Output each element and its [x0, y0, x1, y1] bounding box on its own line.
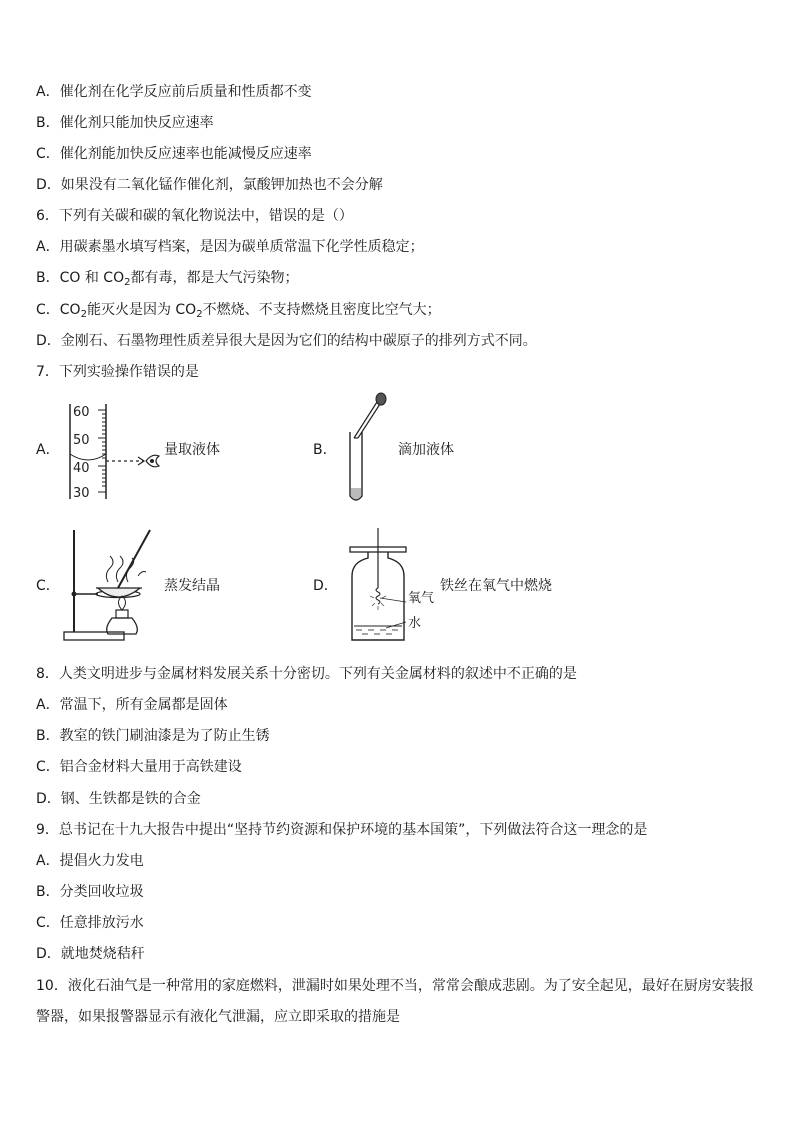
- q9-option-a: A．提倡火力发电: [36, 853, 144, 869]
- q7-option-d-letter: D．: [313, 578, 338, 594]
- test-tube-icon: [350, 432, 362, 500]
- eye-icon: [146, 455, 159, 467]
- cylinder-tick-40: 40: [73, 461, 90, 476]
- steam-icon: [106, 556, 146, 582]
- q5-option-c: C．催化剂能加快反应速率也能减慢反应速率: [36, 146, 312, 162]
- q7-option-b-label: 滴加液体: [398, 442, 454, 458]
- graduated-cylinder-figure: [60, 404, 160, 504]
- q5-option-d: D．如果没有二氧化锰作催化剂，氯酸钾加热也不会分解: [36, 177, 383, 193]
- q8-option-d: D．钢、生铁都是铁的合金: [36, 791, 201, 807]
- q10-stem: 10．液化石油气是一种常用的家庭燃料，泄漏时如果处理不当，常常会酿成悲剧。为了安全起见，最好在厨房安装报警器，如果报警器显示有液化气泄漏，应立即采取的措施是: [36, 978, 754, 1025]
- cylinder-tick-30: 30: [73, 486, 90, 501]
- q7-option-d-label: 铁丝在氧气中燃烧: [440, 578, 552, 594]
- q5-option-a: A．催化剂在化学反应前后质量和性质都不变: [36, 84, 312, 100]
- q7-option-a-letter: A．: [36, 442, 60, 458]
- q6-option-a: A．用碳素墨水填写档案，是因为碳单质常温下化学性质稳定；: [36, 239, 424, 255]
- q8-option-b: B．教室的铁门刷油漆是为了防止生锈: [36, 728, 270, 744]
- q5-option-b: B．催化剂只能加快反应速率: [36, 115, 214, 131]
- q6-option-c: C．$CO_2$能灭火是因为 $CO_2$不燃烧、不支持燃烧且密度比空气大；: [36, 302, 441, 320]
- q7-option-a-label: 量取液体: [164, 442, 220, 458]
- evaporation-apparatus-figure: [60, 526, 160, 644]
- q6-option-b: B．CO 和 $CO_2$都有毒，都是大气污染物；: [36, 270, 299, 288]
- q7-option-c-label: 蒸发结晶: [164, 578, 220, 594]
- iron-wire-icon: [370, 528, 386, 610]
- q7-option-c-letter: C．: [36, 578, 60, 594]
- cylinder-tick-60: 60: [73, 405, 90, 420]
- q9-option-b: B．分类回收垃圾: [36, 884, 144, 900]
- q8-option-a: A．常温下，所有金属都是固体: [36, 697, 228, 713]
- dropper-icon: [354, 393, 386, 438]
- q8-option-c: C．铝合金材料大量用于高铁建设: [36, 759, 242, 775]
- q7-option-d-gas-label: 氧气: [408, 591, 435, 606]
- q6-option-d: D．金刚石、石墨物理性质差异很大是因为它们的结构中碳原子的排列方式不同。: [36, 333, 537, 349]
- cylinder-tick-50: 50: [73, 433, 90, 448]
- q7-option-b-letter: B．: [313, 442, 337, 458]
- q9-option-d: D．就地焚烧秸秆: [36, 946, 145, 962]
- q6-stem: 6．下列有关碳和碳的氧化物说法中，错误的是（）: [36, 208, 353, 224]
- dropper-test-tube-figure: [343, 392, 393, 507]
- iron-stand-icon: [64, 530, 124, 640]
- q9-option-c: C．任意排放污水: [36, 915, 144, 931]
- q9-stem: 9．总书记在十九大报告中提出“坚持节约资源和保护环境的基本国策”，下列做法符合这一理念的是: [36, 822, 648, 838]
- iron-wire-combustion-figure: [346, 526, 412, 644]
- q8-stem: 8．人类文明进步与金属材料发展关系十分密切。下列有关金属材料的叙述中不正确的是: [36, 666, 577, 682]
- q7-option-d-water-label: 水: [408, 616, 422, 631]
- q7-stem: 7．下列实验操作错误的是: [36, 364, 199, 380]
- alcohol-lamp-icon: [107, 596, 138, 634]
